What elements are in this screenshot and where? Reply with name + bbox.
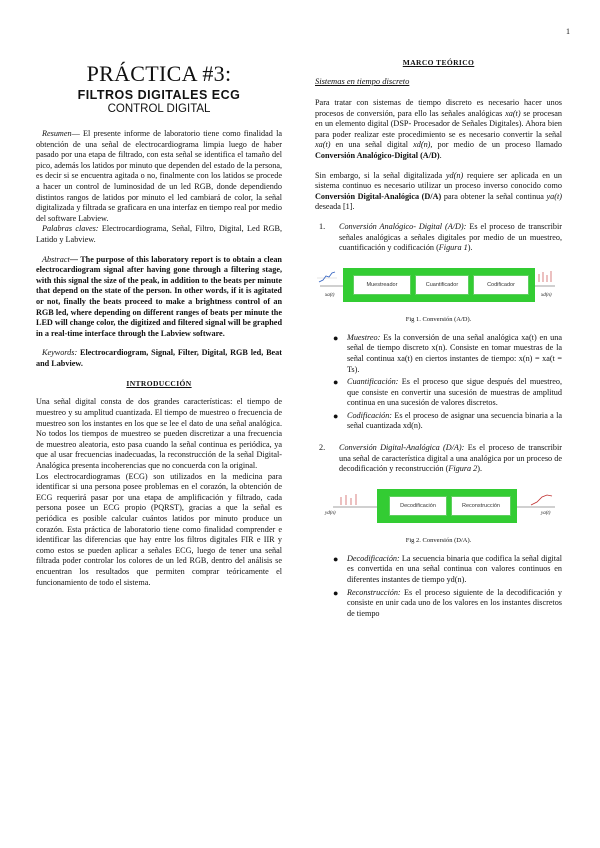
text-run: La secuencia binaria que codifica la señal digital es convertida en una señal continua con valores continuos en diferentes instantes de tiempo yd(n). [347, 553, 562, 585]
block-decodificacion: Decodificación [389, 496, 447, 516]
text-run: deseada [1]. [315, 202, 355, 212]
marco-paragraph-1 [315, 98, 562, 162]
bullet-dot: ● [333, 410, 339, 421]
title-main: PRÁCTICA #3: [86, 61, 232, 86]
figure-1-caption: Fig 1. Conversión (A/D). [405, 315, 472, 323]
figure-reference: Figura 1 [438, 243, 468, 253]
var-xa: xa(t) [315, 140, 331, 150]
item-number: 1. [319, 221, 326, 231]
item-text [339, 443, 562, 475]
right-column [315, 58, 562, 621]
text-run: ). [477, 464, 483, 474]
bullet-title: Codificación: [347, 410, 393, 420]
fig2-input-label: yd(n) [325, 510, 336, 516]
block-codificador: Codificador [473, 275, 529, 295]
text-run: Es la conversión de una señal analógica xa(t) en una señal de tiempo discreto x(n). Consiste en tomar muestras de la señal continua xa(t) en ciertos instantes de tiempo: x(n) = xa(t = Ts). [347, 332, 562, 374]
text-run: Es el proceso de transcribir señales analógicas a señales digitales por medio de un muestreo, cuantificación y codificación ( [339, 221, 562, 253]
item-title: Conversión Analógico- Digital (A/D): [339, 221, 467, 231]
fig2-output-label: ya(t) [541, 510, 551, 516]
var-xa: xa(t) [505, 108, 521, 118]
text-run: Es el proceso siguiente de la decodificación y consiste en unir cada uno de los valores en los instantes discretos de tiempo [347, 587, 562, 618]
numbered-item-ad [315, 222, 562, 254]
fig1-output-label: xd(n) [541, 292, 552, 298]
bullet-title: Reconstrucción: [347, 587, 401, 597]
text-run: se procesan en un elemento digital (DSP- Procesador de Señales Digitales). Ahora bien para poder realizar este procedimiento se es necesario convertir la señal [315, 108, 562, 139]
bullet-decodificacion [333, 554, 562, 586]
var-xd: xd(n) [413, 140, 431, 150]
text-run: Sin embargo, si la señal digitalizada [315, 170, 446, 180]
bullet-reconstruccion [333, 588, 562, 620]
fig1-input-label: xa(t) [325, 292, 335, 298]
bullet-text [347, 554, 562, 586]
item-number: 2. [319, 443, 326, 453]
bullet-dot: ● [333, 332, 339, 343]
marco-subheading: Sistemas en tiempo discreto [315, 76, 410, 86]
bullet-text [347, 588, 562, 620]
block-cuantificador: Cuantificador [415, 275, 469, 295]
block-muestreador: Muestreador [353, 275, 411, 295]
bullet-text [347, 333, 562, 375]
bold-term: Conversión Digital-Analógica (D/A) [315, 191, 442, 201]
numbered-item-da [315, 443, 562, 475]
intro-paragraph-1: Una señal digital consta de dos grandes características: el tiempo de muestreo y su amplitud cuantizada. El tiempo de muestreo o frecuencia de muestreo son los instantes en los que se lee el dato de una señal analógica. No todos los tiempos de muestreo se pueden discretizar a una frecuencia de muestreo aleatoria, esto pasa cuando la señal continua es periódica, ya que al usar frecuencias inadecuadas, la reconstrucción de la señal Digital-Analógica presenta incoherencias que no concuerda con la original. [36, 397, 282, 471]
item-title: Conversión Digital-Analógica (D/A): [339, 443, 465, 453]
title-sub: FILTROS DIGITALES ECG [77, 88, 241, 102]
page-number: 1 [566, 27, 570, 36]
bullet-title: Muestreo: [347, 332, 381, 342]
left-column [36, 58, 282, 588]
text-run: Es el proceso de transcribir una señal de característica digital a una analógica por un proceso de decodificación y reconstrucción ( [339, 443, 562, 474]
intro-paragraph-2: Los electrocardiogramas (ECG) son utilizados en la medicina para identificar si una persona posee problemas en el corazón, la obtención de ECG requerirá pasar por una etapa de amplificación y filtrado, cada persona posee un ECG propio (PQRST), gracias a que la señal es periódica es posible calcular cuántos latidos por minuto produce un corazón. Esta práctica de laboratorio tiene como finalidad comprender e identificar las diferencias que hay entre los filtros digitales FIR e IIR y como estos se pueden aplicar a señales ECG, luego de tener una señal filtrada poder controlar los colores de un led RGB, dentro del análisis se encuentran los resultados que permiten comprar teóricamente el funcionamiento de todo el sistema. [36, 471, 282, 587]
figure-reference: Figura 2 [448, 464, 478, 474]
item-text [339, 222, 562, 254]
text-run: requiere ser aplicada en un sistema continuo es necesario utilizar un proceso inverso conocido como [315, 170, 562, 191]
bullet-text [347, 377, 562, 409]
marco-paragraph-2 [315, 171, 562, 213]
keywords-text: Electrocardiogram, Signal, Filter, Digital, RGB led, Beat and Labview. [36, 348, 282, 368]
text-run: en una señal digital [330, 140, 414, 150]
palabras-claves-text: Electrocardiograma, Señal, Filtro, Digital, Led RGB, Latido y Labview. [36, 224, 282, 244]
text-run: Es el proceso de asignar una secuencia binaria a la señal cuantizada xd(n). [347, 410, 562, 431]
figure-2-da-diagram [315, 483, 562, 533]
bullet-dot: ● [333, 587, 339, 598]
palabras-claves-label: Palabras claves: [42, 224, 99, 234]
bullet-text [347, 411, 562, 432]
bullet-title: Cuantificación: [347, 377, 399, 387]
bullet-title: Decodificación: [347, 553, 400, 563]
text-run: ). [467, 243, 473, 253]
bullet-cuantificacion [333, 377, 562, 409]
keywords-label: Keywords: [42, 348, 78, 358]
var-ya: ya(t) [546, 191, 562, 201]
text-run: para obtener la señal continua [441, 191, 547, 201]
abstract-paragraph [36, 255, 282, 340]
resumen-label: Resumen [42, 129, 72, 138]
abstract-label: Abstract [42, 254, 70, 264]
bullet-dot: ● [333, 377, 339, 388]
palabras-claves [36, 224, 282, 245]
resumen-text: — El presente informe de laboratorio tiene como finalidad la obtención de una señal de electrocardiograma limpia luego de haber pasado por una etapa de filtrado, con esta señal se identifica el tamaño del pico, además los latidos por minuto que dependen del estado de la persona, es decir si se encuentra agitada o no, finalmente con los latidos se procede a hacer un control de luminosidad de un led RGB, donde dependiendo distintos rangos de latidos por minuto el led cambiará de color, la señal digitalizada y filtrada se graficara en una interfaz en tiempo real por medio del software Labview. [36, 129, 283, 223]
abstract-text: — The purpose of this laboratory report is to obtain a clean electrocardiogram signal after having gone through a filtering stage, with this signal the size of the peak, in addition to the beats per minute that depend on the state of the person. In other words, if it is agitated or not, finally the beats proceed to make a brightness control of an RGB led, where depending on different ranges of beats per minute the LED will change color, the digitized and filtered signal will be graphed in a real-time interface through the Labview software. [36, 254, 282, 338]
figure-2-caption: Fig 2. Conversión (D/A). [405, 536, 472, 544]
title-course: CONTROL DIGITAL [107, 103, 211, 115]
var-yd: yd(n) [445, 170, 464, 180]
bold-term: Conversión Analógico-Digital (A/D) [315, 150, 440, 160]
intro-heading: INTRODUCCIÓN [126, 379, 192, 389]
block-reconstruccion: Reconstrucción [451, 496, 511, 516]
keywords-paragraph [36, 348, 282, 369]
resumen-paragraph [36, 129, 282, 224]
text-run: Para tratar con sistemas de tiempo discreto es necesario hacer unos procesos de conversión, para ello las señales analógicas [315, 98, 562, 118]
bullet-codificacion [333, 411, 562, 432]
marco-heading: MARCO TEÓRICO [402, 58, 475, 67]
bullet-muestreo [333, 333, 562, 375]
bullet-dot: ● [333, 553, 339, 564]
text-run: Es el proceso que sigue después del muestreo, que consiste en convertir una sucesión de muestras de amplitud continua en una sucesión de valores discretos. [347, 377, 562, 408]
text-run: . [439, 150, 442, 160]
text-run: , por medio de un proceso llamado [430, 140, 562, 150]
figure-1-ad-diagram [315, 262, 562, 312]
